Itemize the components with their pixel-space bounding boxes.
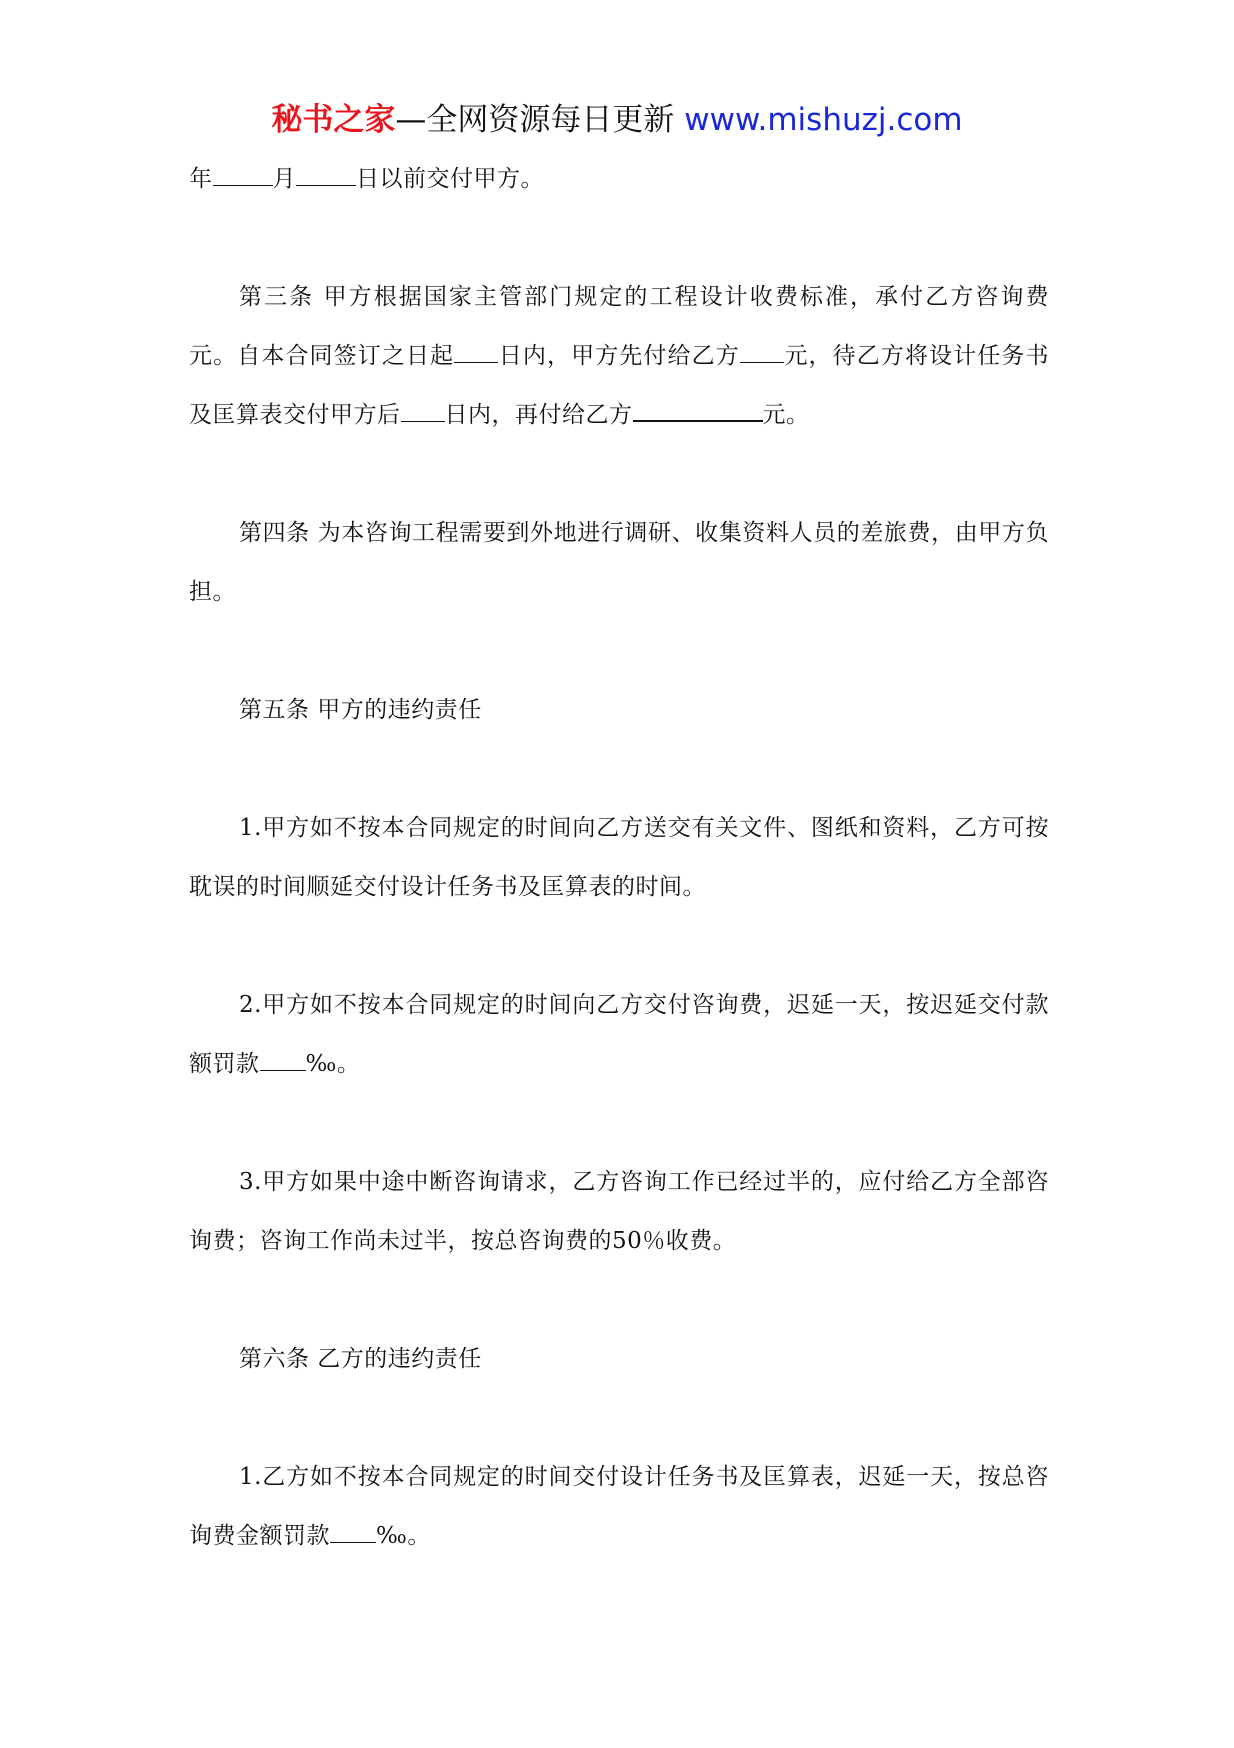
blank-day [296, 167, 356, 186]
article-6-item-1-unit: ‰。 [376, 1523, 431, 1549]
document-body [189, 150, 1049, 1625]
blank-days-2 [401, 403, 445, 422]
article-6-item-1 [189, 1448, 1049, 1566]
article-5-item-2-unit: ‰。 [305, 1051, 361, 1077]
brand-name: 秘书之家 [271, 102, 396, 138]
article-4: 第四条 为本咨询工程需要到外地进行调研、收集资料人员的差旅费，由甲方负担。 [189, 520, 1049, 605]
slogan: —全网资源每日更新 [395, 102, 675, 138]
site-url[interactable]: www.mishuzj.com [684, 102, 963, 138]
site-header [0, 100, 1234, 140]
article-5-title: 第五条 甲方的违约责任 [239, 697, 482, 723]
paragraph-delivery-date [189, 150, 1049, 209]
article-6-item-1-text: 1.乙方如不按本合同规定的时间交付设计任务书及匡算表，迟延一天，按总咨询费金额罚款 [189, 1464, 1049, 1549]
article-3 [189, 268, 1049, 445]
text-day: 日以前交付甲方。 [356, 166, 544, 192]
article-3-text-b: 日内，甲方先付给乙方 [498, 343, 740, 369]
blank-days-1 [454, 344, 498, 363]
article-3-text-c: 元，待乙方将设计任务书及匡算表交付甲方后 [189, 343, 1050, 428]
text-month: 月 [272, 166, 296, 192]
blank-penalty-1 [260, 1052, 306, 1071]
blank-amount-2 [633, 402, 763, 422]
article-3-text-e: 元。 [762, 402, 810, 428]
article-5-item-1: 1.甲方如不按本合同规定的时间向乙方送交有关文件、图纸和资料，乙方可按耽误的时间顺延交付设计任务书及匡算表的时间。 [189, 815, 1049, 900]
blank-penalty-2 [330, 1524, 376, 1543]
article-6-title: 第六条 乙方的违约责任 [239, 1346, 482, 1372]
article-5-item-2-text: 2.甲方如不按本合同规定的时间向乙方交付咨询费，迟延一天，按迟延交付款额罚款 [189, 992, 1049, 1077]
article-5-item-2 [189, 976, 1049, 1094]
article-5-item-3: 3.甲方如果中途中断咨询请求，乙方咨询工作已经过半的，应付给乙方全部咨询费；咨询工作尚未过半，按总咨询费的50％收费。 [189, 1169, 1049, 1254]
article-3-text-d: 日内，再付给乙方 [444, 402, 633, 428]
text-year: 年 [189, 166, 213, 192]
blank-amount-1 [740, 344, 784, 363]
article-3-text-a: 第三条 甲方根据国家主管部门规定的工程设计收费标准，承付乙方咨询费 元。自本合同签订之日起 [189, 284, 1049, 369]
blank-month [213, 167, 273, 186]
